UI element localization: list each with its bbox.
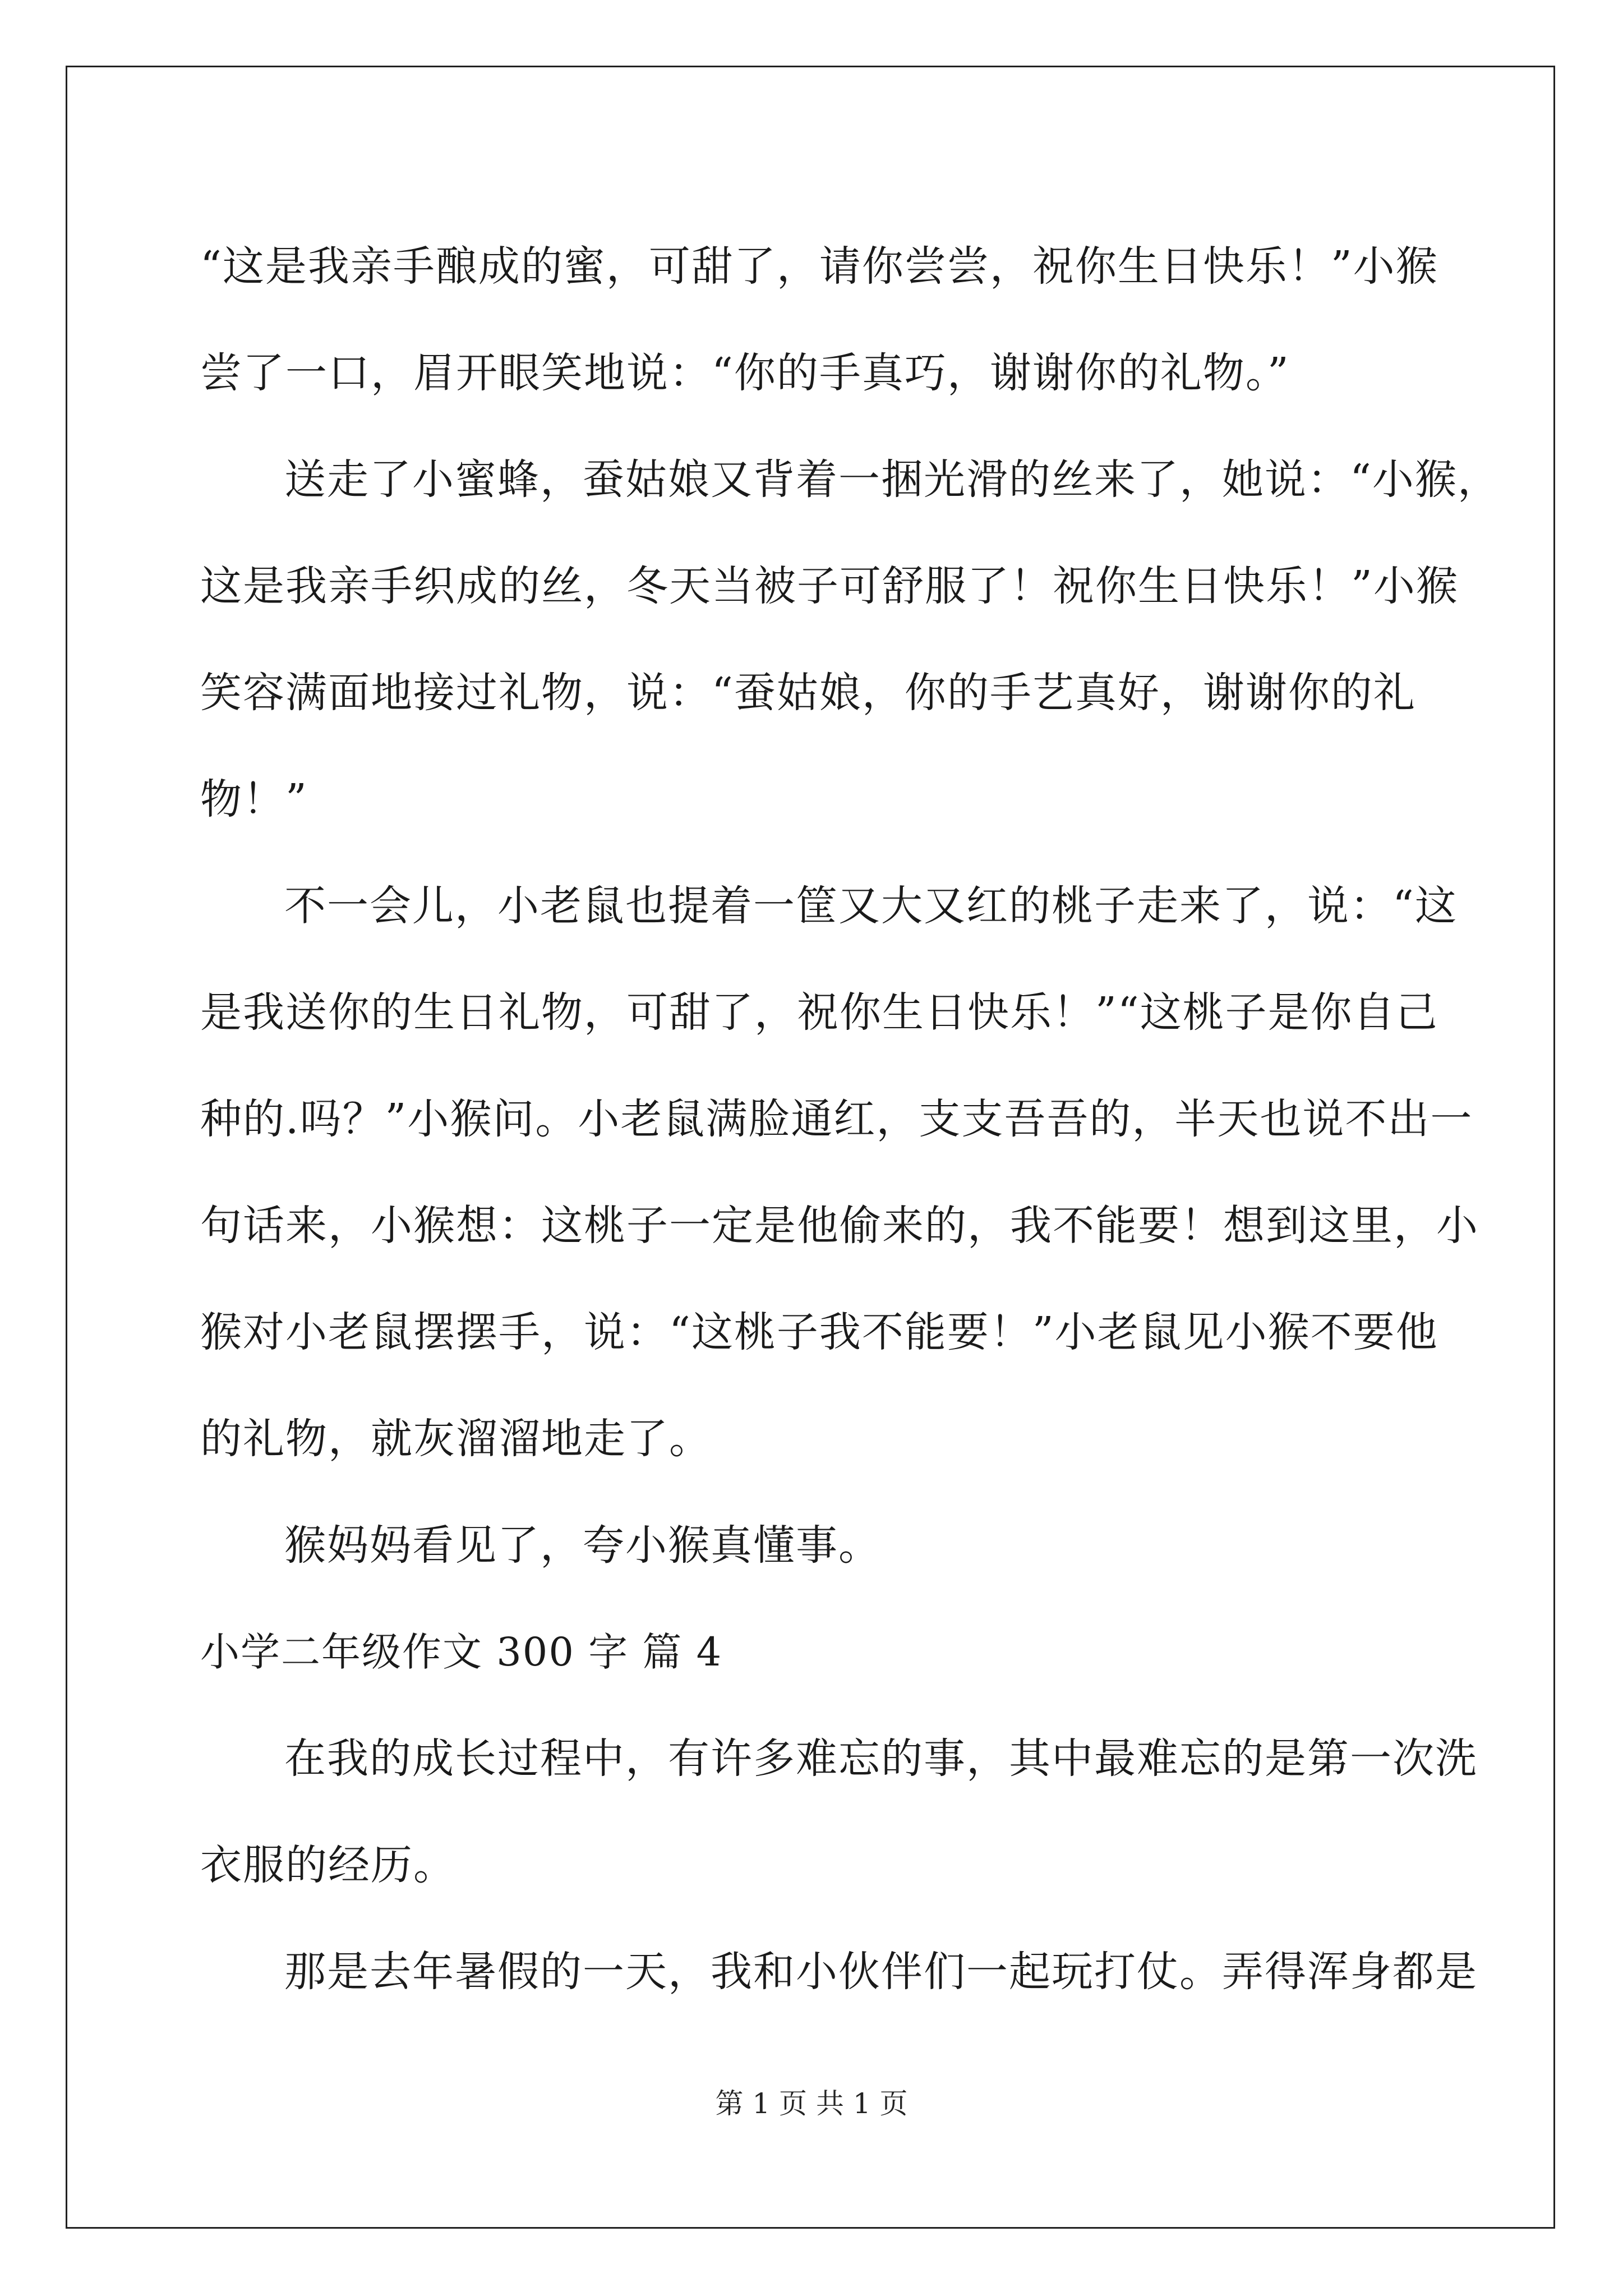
text-line: 送走了小蜜蜂，蚕姑娘又背着一捆光滑的丝来了，她说：“小猴， [284,455,1500,504]
text-line: 是我送你的生日礼物，可甜了，祝你生日快乐！”“这桃子是你自己 [200,988,1438,1037]
text-line: 种的.吗？”小猴问。小老鼠满脸通红，支支吾吾的，半天也说不出一 [200,1095,1473,1143]
page-number-footer: 第 1 页 共 1 页 [715,2087,908,2120]
text-line: 猴妈妈看见了，夸小猴真懂事。 [284,1521,881,1570]
text-line: 物！” [200,775,308,823]
text-line: 句话来，小猴想：这桃子一定是他偷来的，我不能要！想到这里，小 [200,1202,1479,1250]
section-heading: 小学二年级作文 300 字 篇 4 [200,1629,723,1675]
text-line: 尝了一口，眉开眼笑地说：“你的手真巧，谢谢你的礼物。” [200,349,1290,397]
text-line: 笑容满面地接过礼物，说：“蚕姑娘，你的手艺真好，谢谢你的礼 [200,669,1416,717]
text-line: 的礼物，就灰溜溜地走了。 [200,1415,712,1463]
text-line: 这是我亲手织成的丝，冬天当被子可舒服了！祝你生日快乐！”小猴 [200,562,1459,610]
text-line: 那是去年暑假的一天，我和小伙伴们一起玩打仗。弄得浑身都是 [284,1948,1478,1996]
text-line: 衣服的经历。 [200,1841,456,1889]
text-line: 猴对小老鼠摆摆手，说：“这桃子我不能要！”小老鼠见小猴不要他 [200,1308,1438,1356]
text-line: “这是我亲手酿成的蜜，可甜了，请你尝尝，祝你生日快乐！”小猴 [200,242,1438,291]
text-line: 不一会儿，小老鼠也提着一筐又大又红的桃子走来了，说：“这 [284,882,1458,930]
text-line: 在我的成长过程中，有许多难忘的事，其中最难忘的是第一次洗 [284,1734,1478,1783]
document-body [200,213,1500,2025]
